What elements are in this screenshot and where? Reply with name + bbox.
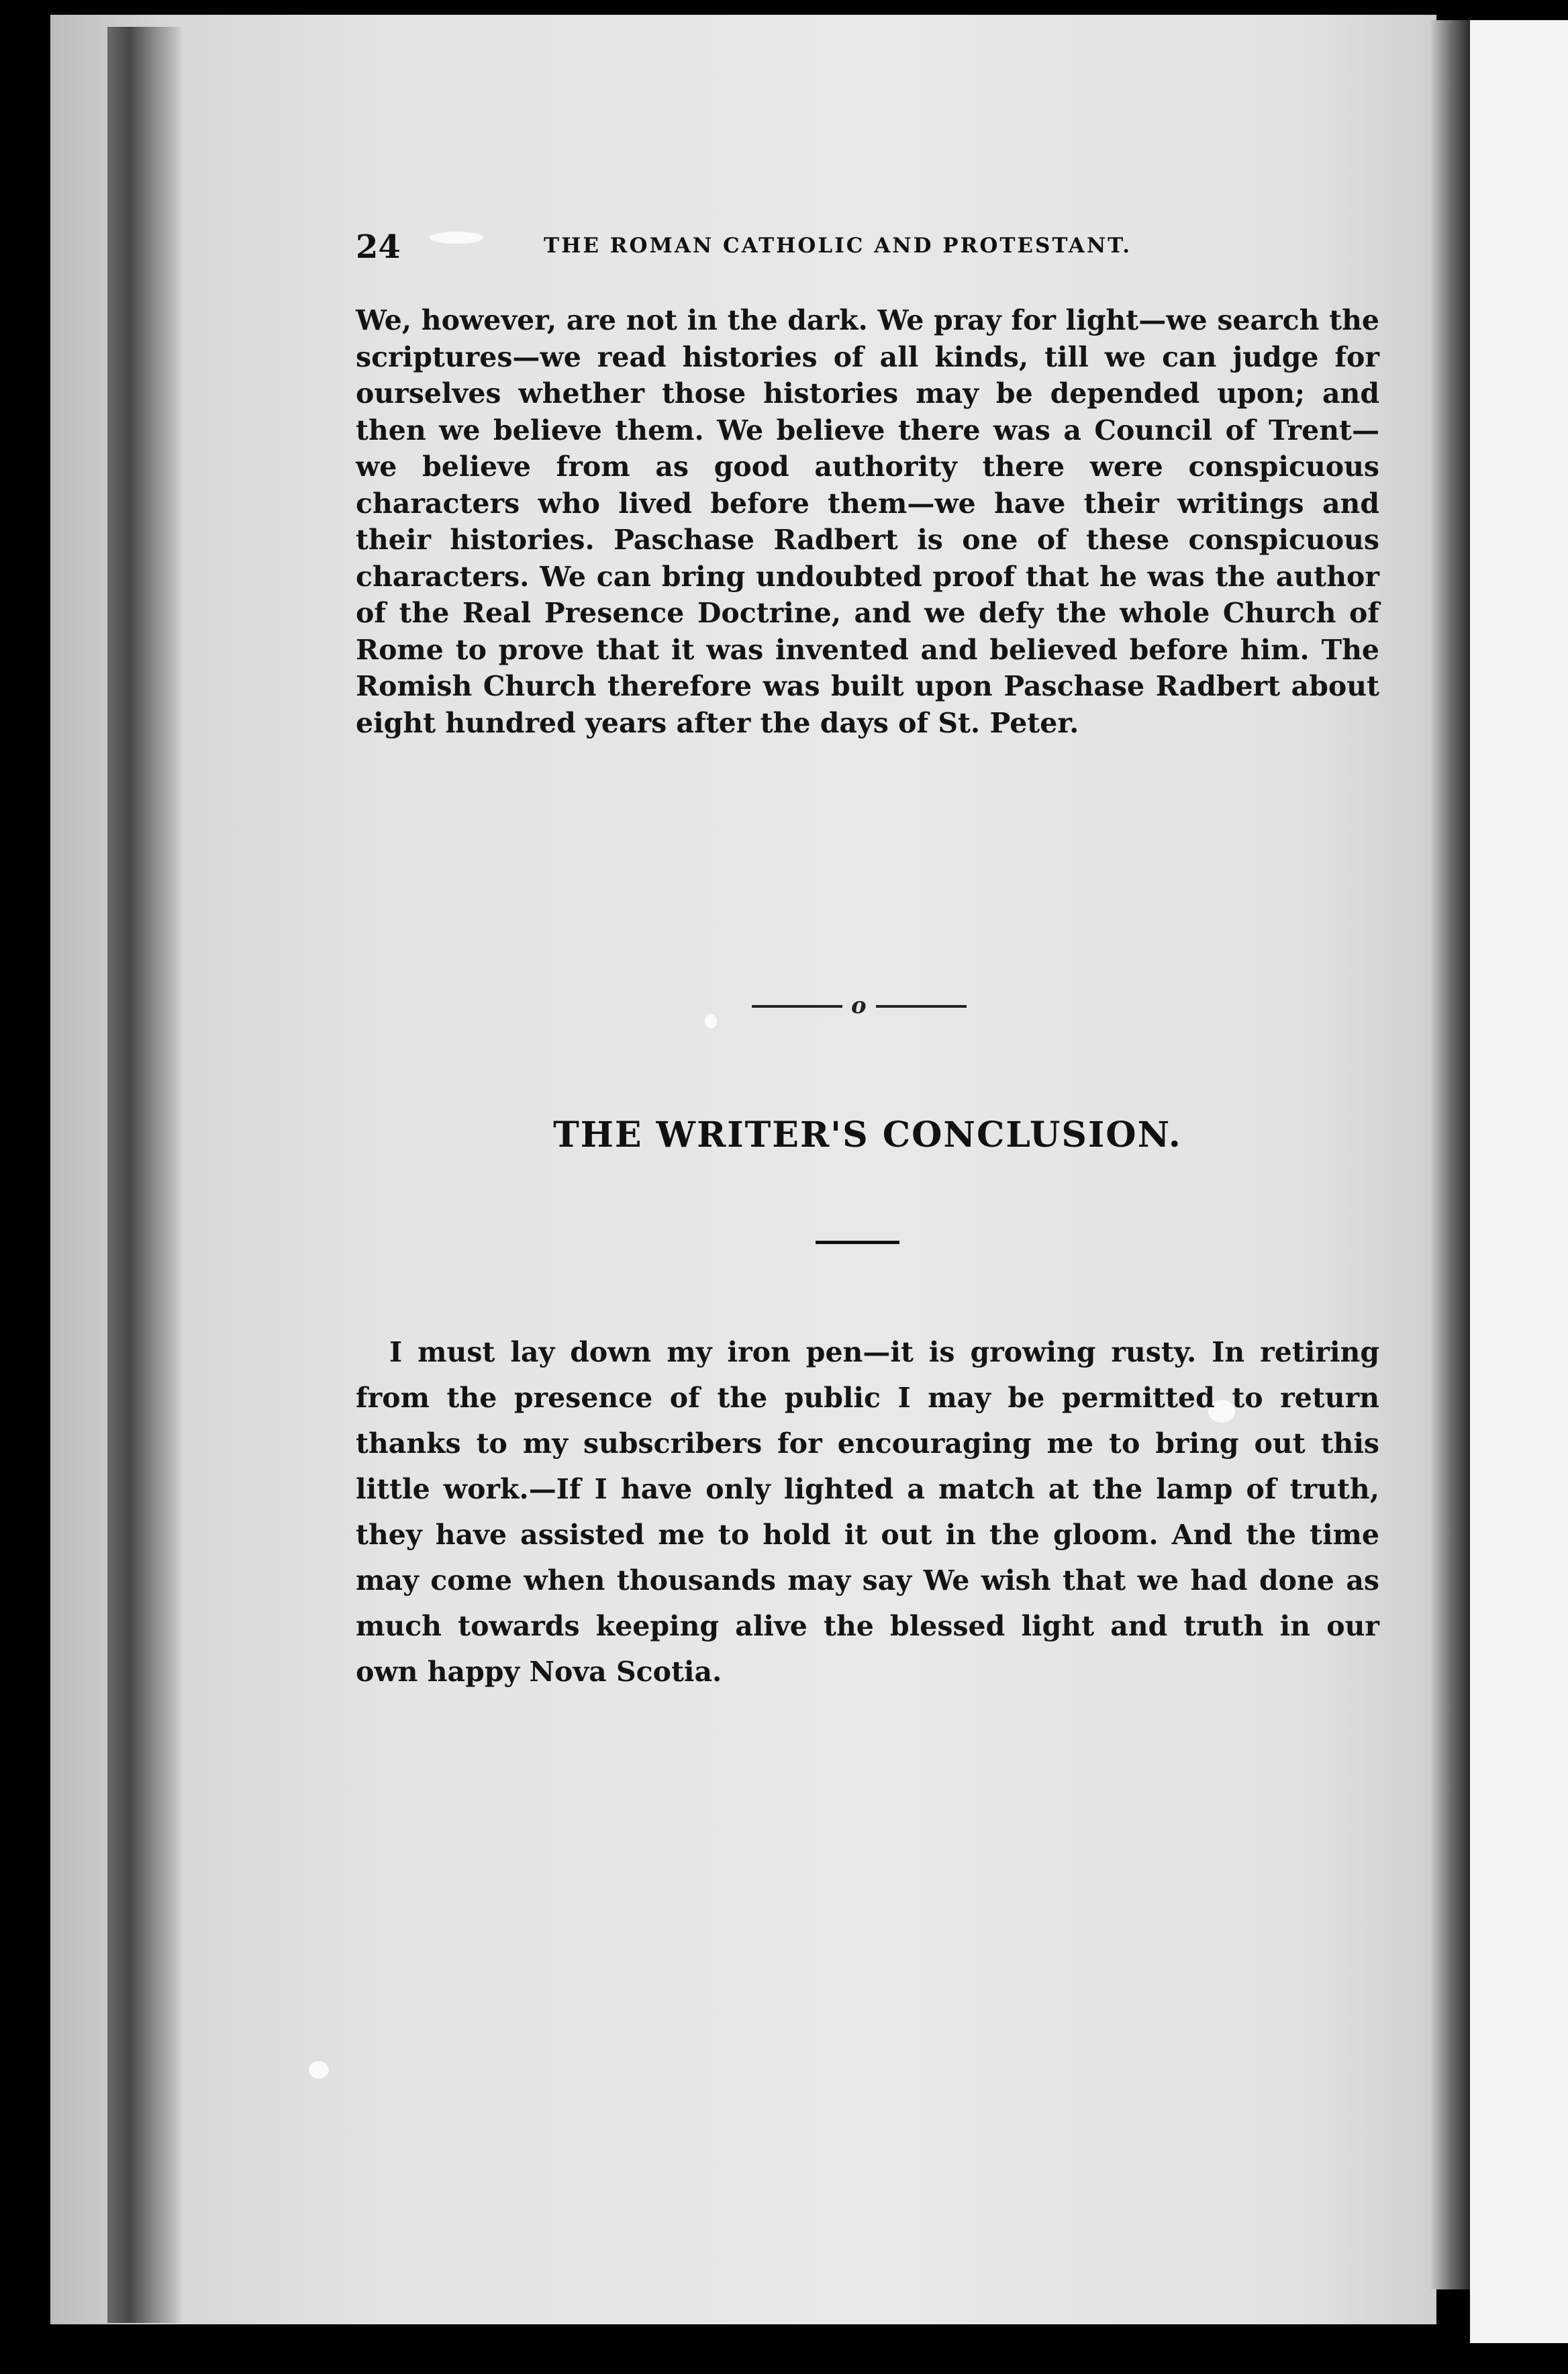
scan-speck <box>309 2061 329 2079</box>
divider-rule-right <box>876 1005 967 1008</box>
divider-rule-left <box>752 1005 842 1008</box>
section-title: THE WRITER'S CONCLUSION. <box>553 1114 1182 1155</box>
adjacent-page-strip <box>1470 20 1568 2343</box>
page-gutter-shadow <box>1430 20 1470 2289</box>
page-number: 24 <box>356 228 401 266</box>
running-head: THE ROMAN CATHOLIC AND PROTESTANT. <box>544 234 1132 258</box>
page-header <box>356 228 1376 269</box>
title-underline-rule <box>816 1241 899 1244</box>
scan-speck <box>705 1014 717 1029</box>
body-paragraph-1: We, however, are not in the dark. We pray for light—we search the scriptures—we read histories of all kinds, till we can judge for ourselves whether those histories may be depended upon; and then we believe them. We believe there was a Council of Trent—we believe from as good authority there were conspicuous characters who lived before them—we have their writings and their histories. Paschase Radbert is one of these conspicuous characters. We can bring undoubted proof that he was the author of the Real Presence Doctrine, and we defy the whole Church of Rome to prove that it was invented and believed before him. The Romish Church therefore was built upon Paschase Radbert about eight hundred years after the days of St. Peter. <box>356 304 1379 739</box>
page-binding-edge <box>107 27 181 2323</box>
section-divider <box>752 992 967 1019</box>
divider-glyph: o <box>851 992 867 1019</box>
body-paragraph-2: I must lay down my iron pen—it is growing rusty. In retiring from the presence of the public I may be permitted to return thanks to my subscribers for encouraging me to bring out this little work.—If I have only lighted a match at the lamp of truth, they have assisted me to hold it out in the gloom. And the time may come when thousands may say We wish that we had done as much towards keeping alive the blessed light and truth in our own happy Nova Scotia. <box>356 1336 1379 1688</box>
